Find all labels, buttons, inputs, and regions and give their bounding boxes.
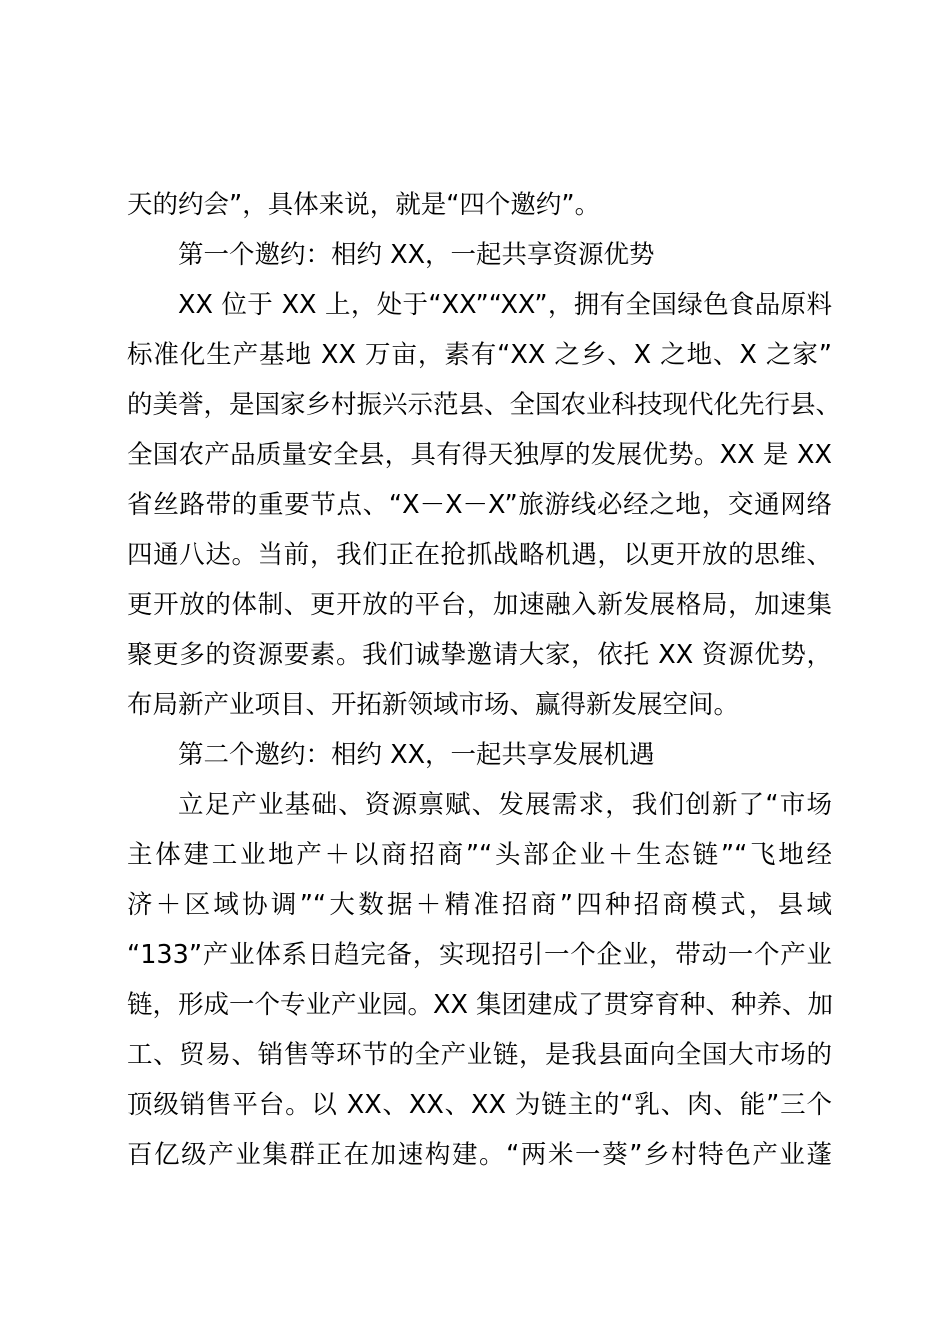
text-line: 的美誉，是国家乡村振兴示范县、全国农业科技现代化先行县、 xyxy=(127,390,842,420)
text-line: 布局新产业项目、开拓新领域市场、赢得新发展空间。 xyxy=(127,690,740,720)
text-line: 省丝路带的重要节点、“X－X－X”旅游线必经之地，交通网络 xyxy=(127,490,832,520)
text-line: 立足产业基础、资源禀赋、发展需求，我们创新了“市场 xyxy=(178,790,832,820)
text-line: 工、贸易、销售等环节的全产业链，是我县面向全国大市场的 xyxy=(127,1040,832,1070)
text-line: 顶级销售平台。以 XX、XX、XX 为链主的“乳、肉、能”三个 xyxy=(127,1090,832,1120)
text-line: 天的约会”，具体来说，就是“四个邀约”。 xyxy=(127,190,601,220)
text-line: 标准化生产基地 XX 万亩，素有“XX 之乡、X 之地、X 之家” xyxy=(127,340,832,370)
text-line: XX 位于 XX 上，处于“XX”“XX”，拥有全国绿色食品原料 xyxy=(178,290,832,320)
text-line: 全国农产品质量安全县，具有得天独厚的发展优势。XX 是 XX xyxy=(127,440,832,470)
text-line: 四通八达。当前，我们正在抢抓战略机遇，以更开放的思维、 xyxy=(127,540,832,570)
text-line: 链，形成一个专业产业园。XX 集团建成了贯穿育种、种养、加 xyxy=(127,990,834,1020)
text-line: 第一个邀约：相约 XX，一起共享资源优势 xyxy=(178,240,655,270)
text-line: 聚更多的资源要素。我们诚挚邀请大家，依托 XX 资源优势， xyxy=(127,640,832,670)
text-line: “133”产业体系日趋完备，实现招引一个企业，带动一个产业 xyxy=(127,940,832,970)
text-line: 更开放的体制、更开放的平台，加速融入新发展格局，加速集 xyxy=(127,590,832,620)
text-line: 第二个邀约：相约 XX，一起共享发展机遇 xyxy=(178,740,655,770)
body-text xyxy=(127,180,842,1180)
text-line: 济＋区域协调”“大数据＋精准招商”四种招商模式，县域 xyxy=(127,890,832,920)
text-line: 主体建工业地产＋以商招商”“头部企业＋生态链”“飞地经 xyxy=(127,840,832,870)
text-line: 百亿级产业集群正在加速构建。“两米一葵”乡村特色产业蓬 xyxy=(127,1140,832,1170)
